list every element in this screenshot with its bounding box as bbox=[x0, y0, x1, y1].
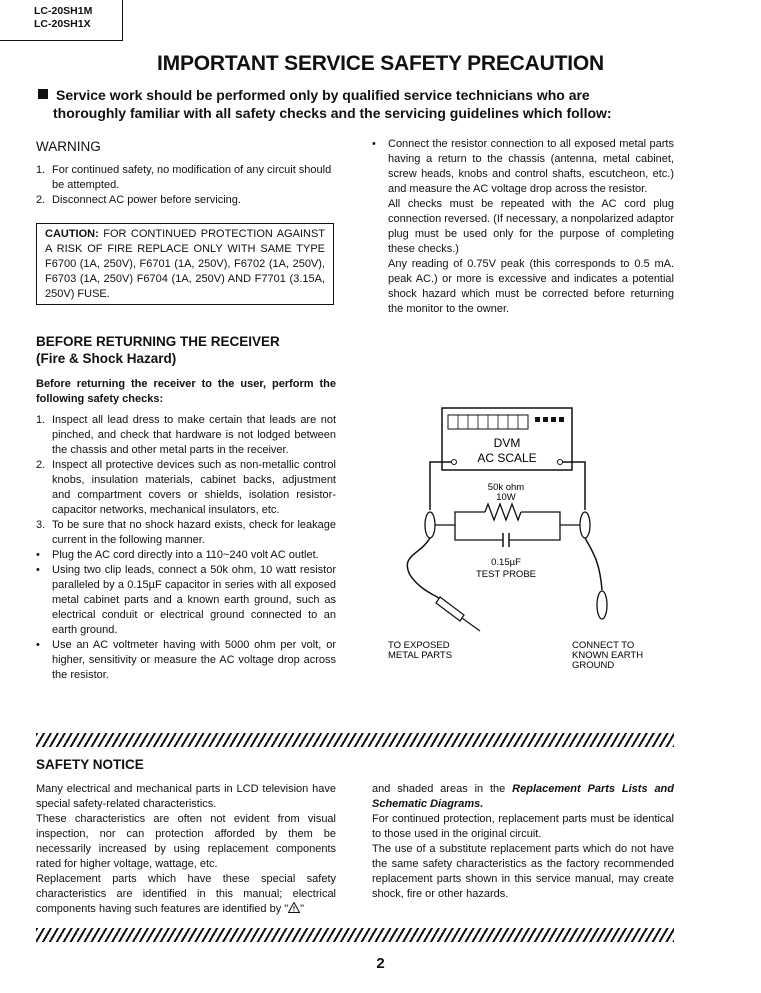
hatched-divider-top bbox=[36, 733, 674, 747]
right-column-text bbox=[372, 137, 674, 317]
safety-notice-heading: SAFETY NOTICE bbox=[36, 757, 144, 772]
caution-text: FOR CONTINUED PROTECTION AGAINST A RISK OF FIRE REPLACE ONLY WITH SAME TYPE F6700 (1A, 250V), F6701 (1A, 250V), F6702 (1A, 250V), F6703 (1A, 250V) F6704 (1A, 250V) AND F7701 (3.15A, 250V) FUSE. bbox=[45, 228, 325, 300]
caution-box bbox=[36, 223, 334, 305]
list-item: 2. Disconnect AC power before servicing. bbox=[36, 194, 241, 206]
ac-scale-label: AC SCALE bbox=[477, 451, 537, 465]
square-bullet-icon bbox=[38, 89, 48, 99]
caution-label: CAUTION: bbox=[45, 228, 99, 240]
ground-clip-icon bbox=[597, 591, 607, 619]
earth-label-3: GROUND bbox=[572, 660, 615, 671]
intro-line-2: thoroughly familiar with all safety checks and the servicing guidelines which follow: bbox=[53, 105, 612, 121]
page-number: 2 bbox=[376, 955, 385, 972]
parts-list-reference: Replacement Parts Lists and Schematic Diagrams. bbox=[372, 783, 675, 810]
safety-paragraph-4: and shaded areas in the Replacement Parts Lists and Schematic Diagrams. bbox=[372, 783, 675, 810]
returning-heading: BEFORE RETURNING THE RECEIVER (Fire & Shock Hazard) bbox=[36, 334, 280, 366]
safety-right-column bbox=[372, 782, 674, 902]
test-probe-icon bbox=[436, 597, 464, 621]
warning-heading: WARNING bbox=[36, 139, 101, 154]
resistor-symbol bbox=[485, 504, 521, 520]
clip-left bbox=[425, 512, 435, 538]
resistor-connection-paragraph: Connect the resistor connection to all exposed metal parts having a return to the chassis (antenna, metal cabinet, screw heads, knobs and control shafts, escutcheon, etc.) and measure the AC voltage drop across the resistor. bbox=[388, 138, 674, 195]
model-number-2: LC-20SH1X bbox=[34, 18, 91, 30]
list-item: • Using two clip leads, connect a 50k ohm, 10 watt resistor paralleled by a 0.15µF capacitor in series with all exposed metal cabinet parts and a known earth ground, such as electrical conduit or electrical ground connected to an earth ground. bbox=[36, 564, 336, 636]
list-item: • Use an AC voltmeter having with 5000 ohm per volt, or higher, sensitivity or measure the AC voltage drop across the resistor. bbox=[36, 639, 336, 681]
page-title: IMPORTANT SERVICE SAFETY PRECAUTION bbox=[157, 52, 604, 75]
list-item: 3. To be sure that no shock hazard exists, check for leakage current in the following manner. bbox=[36, 519, 336, 546]
earth-label-1: CONNECT TO bbox=[572, 640, 635, 651]
intro-line-1: Service work should be performed only by qualified service technicians who are bbox=[56, 87, 590, 103]
safety-paragraph-5: For continued protection, replacement parts must be identical to those used in the original circuit. bbox=[372, 813, 674, 840]
exposed-label-1: TO EXPOSED bbox=[388, 640, 450, 651]
clip-right bbox=[580, 512, 590, 538]
model-number-1: LC-20SH1M bbox=[34, 5, 93, 17]
safety-left-column bbox=[36, 782, 336, 917]
dvm-label: DVM bbox=[493, 436, 521, 450]
model-number-box bbox=[0, 0, 123, 41]
reversed-check-paragraph: All checks must be repeated with the AC cord plug connection reversed. (If necessary, a nonpolarized adaptor plug must be used only for the purpose of completing these checks.) bbox=[388, 198, 674, 255]
bullet: • bbox=[372, 138, 376, 150]
test-probe-label: TEST PROBE bbox=[475, 569, 537, 580]
returning-list bbox=[36, 413, 336, 683]
list-item: 2. Inspect all protective devices such as non-metallic control knobs, insulation materials, cabinet backs, adjustment and compartment covers or shields, isolation resistor-capacitor networks, mechanical insulators, etc. bbox=[36, 459, 336, 516]
exposed-label-2: METAL PARTS bbox=[388, 650, 453, 661]
safety-paragraph-2: These characteristics are often not evident from visual inspection, nor can protection afforded by them be necessarily increased by using replacement components rated for higher voltage, wattage, etc. bbox=[36, 813, 336, 870]
reading-paragraph: Any reading of 0.75V peak (this corresponds to 0.5 mA. peak AC.) or more is excessive and indicates a potential shock hazard which must be corrected before returning the monitor to the owner. bbox=[388, 258, 674, 315]
capacitor-label: 0.15µF bbox=[491, 557, 521, 568]
safety-paragraph-1: Many electrical and mechanical parts in LCD television have special safety-related characteristics. bbox=[36, 783, 336, 810]
earth-label-2: KNOWN EARTH bbox=[572, 650, 644, 661]
warning-triangle-icon bbox=[288, 902, 300, 913]
list-item: 1. For continued safety, no modification of any circuit should be attempted. bbox=[36, 164, 332, 191]
list-item: 1. Inspect all lead dress to make certain that leads are not pinched, and check that hardware is not lodged between the chassis and other metal parts in the receiver. bbox=[36, 414, 336, 456]
returning-subhead: Before returning the receiver to the user, perform the following safety checks: bbox=[36, 378, 336, 405]
safety-paragraph-6: The use of a substitute replacement parts which do not have the same safety characteristics as the factory recommended replacement parts shown in this service manual, may create shock, fire or other hazards. bbox=[372, 843, 674, 900]
list-item: • Plug the AC cord directly into a 110~240 volt AC outlet. bbox=[36, 549, 319, 561]
safety-paragraph-3: Replacement parts which have these special safety characteristics are identified in this manual; electrical components having such features are identified by " " bbox=[36, 873, 336, 915]
resistor-label-1: 50k ohm bbox=[487, 482, 525, 493]
intro-statement bbox=[38, 86, 688, 122]
warning-list bbox=[36, 163, 336, 208]
resistor-label-2: 10W bbox=[496, 492, 516, 503]
leakage-test-diagram bbox=[380, 405, 680, 680]
hatched-divider-bottom bbox=[36, 928, 674, 942]
